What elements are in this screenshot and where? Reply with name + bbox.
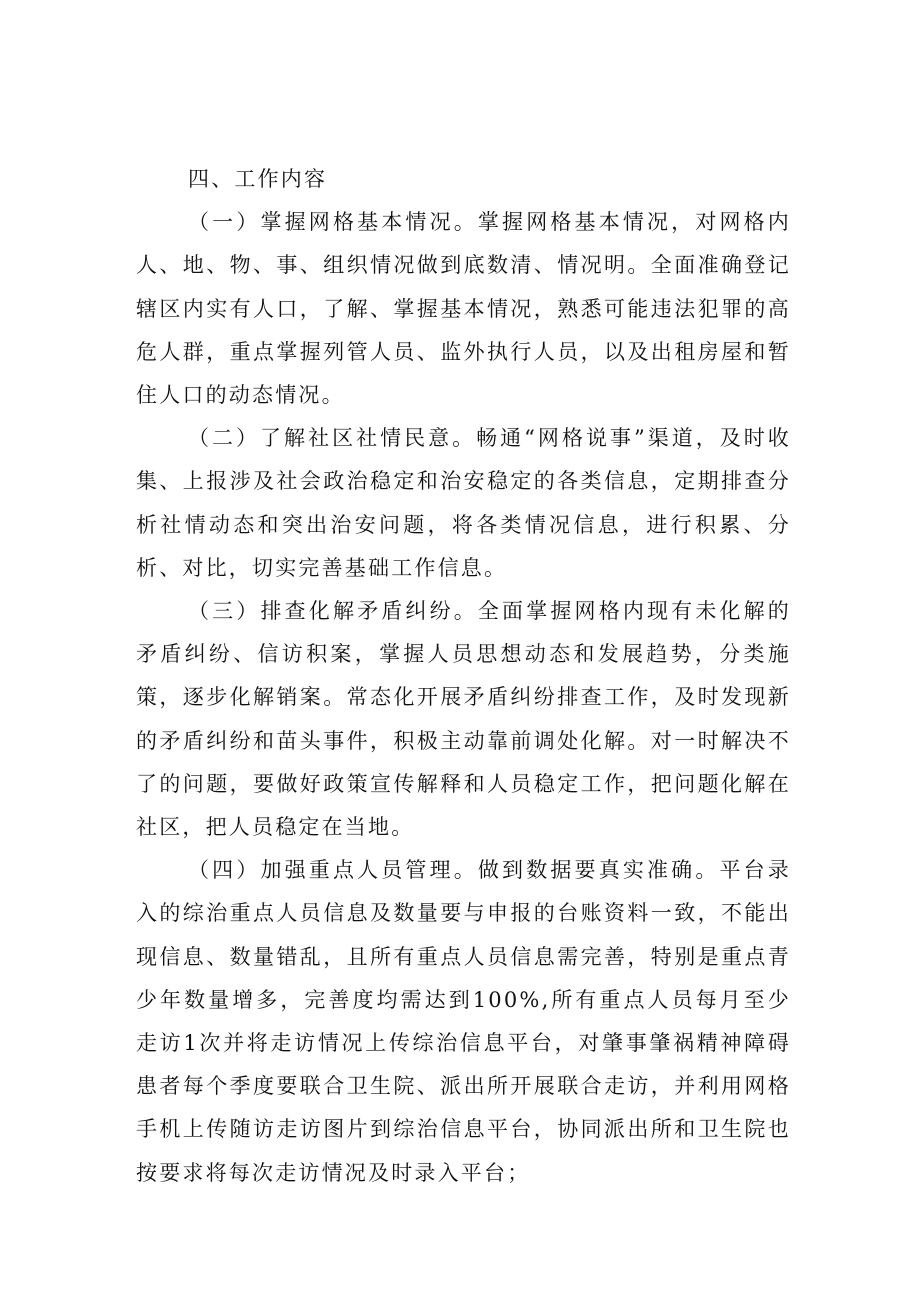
document-page [136,158,791,1195]
section-heading: 四、工作内容 [188,167,328,191]
paragraph-4: （四）加强重点人员管理。做到数据要真实准确。平台录入的综治重点人员信息及数量要与申报的台账资料一致，不能出现信息、数量错乱，且所有重点人员信息需完善，特别是重点青少年数量增多，完善度均需达到100%,所有重点人员每月至少走访1次并将走访情况上传综治信息平台，对肇事肇祸精神障碍患者每个季度要联合卫生院、派出所开展联合走访，并利用网格手机上传随访走访图片到综治信息平台，协同派出所和卫生院也按要求将每次走访情况及时录入平台； [136,858,791,1185]
paragraph-2: （二）了解社区社情民意。畅通“网格说事”渠道，及时收集、上报涉及社会政治稳定和治安稳定的各类信息，定期排查分析社情动态和突出治安问题，将各类情况信息，进行积累、分析、对比，切实完善基础工作信息。 [136,426,791,580]
paragraph-3: （三）排查化解矛盾纠纷。全面掌握网格内现有未化解的矛盾纠纷、信访积案，掌握人员思想动态和发展趋势，分类施策，逐步化解销案。常态化开展矛盾纠纷排查工作，及时发现新的矛盾纠纷和苗头事件，积极主动靠前调处化解。对一时解决不了的问题，要做好政策宣传解释和人员稳定工作，把问题化解在社区，把人员稳定在当地。 [136,599,791,840]
paragraph-1: （一）掌握网格基本情况。掌握网格基本情况，对网格内人、地、物、事、组织情况做到底数清、情况明。全面准确登记辖区内实有人口，了解、掌握基本情况，熟悉可能违法犯罪的高危人群，重点掌握列管人员、监外执行人员，以及出租房屋和暂住人口的动态情况。 [136,210,791,408]
